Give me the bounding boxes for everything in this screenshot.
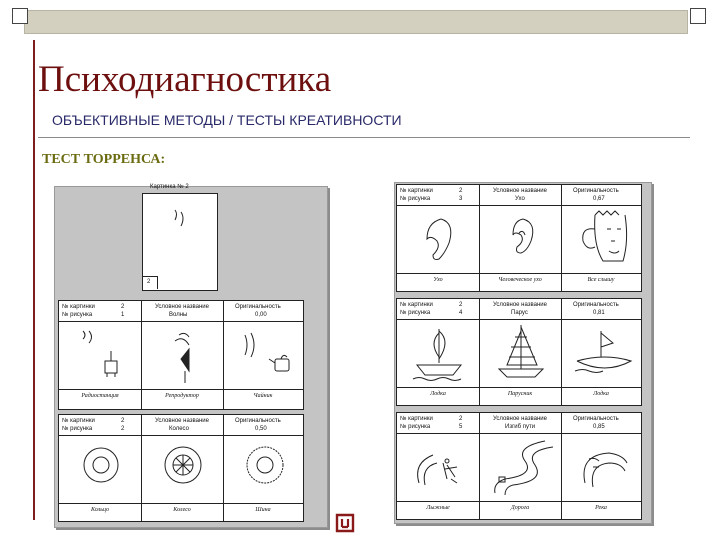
name-header: Условное название [155,418,209,424]
drawing-value: 1 [121,312,125,318]
bank-logo-icon [334,512,356,534]
boat-small-drawing-icon [573,325,635,381]
caption: Человеческое ухо [498,277,542,283]
left-accent-line [33,40,35,520]
ski-drawing-icon [411,439,467,497]
drawing-value: 5 [459,424,463,430]
right-row-1 [396,184,642,292]
drawing-label: № рисунка [400,196,431,202]
card-value: 2 [459,302,463,308]
drawing-label: № рисунка [62,312,93,318]
orig-header: Оригинальность [573,188,619,194]
right-row-3 [396,412,642,520]
boat-drawing-icon [411,325,467,383]
caption: Радиостанция [81,393,119,399]
stimulus-wave-icon [171,208,191,232]
card-value: 2 [121,418,125,424]
drawing-value: 2 [121,426,125,432]
river-drawing-icon [575,439,635,495]
orig-header: Оригинальность [573,302,619,308]
speaker-drawing-icon [155,329,209,383]
name-header: Условное название [493,302,547,308]
orig-value: 0,81 [593,310,605,316]
caption: Кольцо [90,507,110,513]
caption: Дорога [510,505,530,511]
left-row-2 [58,414,304,522]
card-value: 2 [121,304,125,310]
radio-drawing-icon [73,331,127,381]
drawing-label: № рисунка [62,426,93,432]
card-label: № картинки [400,302,433,308]
section-heading: ТЕСТ ТОРРЕНСА: [42,152,166,167]
caption: Колесо [173,507,191,513]
name-header: Условное название [155,304,209,310]
left-figure-header: Картинка № 2 [150,184,189,190]
page-subtitle: ОБЪЕКТИВНЫЕ МЕТОДЫ / ТЕСТЫ КРЕАТИВНОСТИ [52,112,402,128]
sailboat-drawing-icon [493,323,549,383]
card-label: № картинки [62,304,95,310]
name-value: Ухо [515,196,525,202]
name-value: Парус [511,310,528,316]
caption: Лодка [593,391,609,397]
card-label: № картинки [400,188,433,194]
caption: Шина [255,507,271,513]
ring-drawing-icon [79,443,123,487]
page-title: Психодиагностика [38,59,332,100]
name-header: Условное название [493,188,547,194]
orig-header: Оригинальность [235,304,281,310]
top-left-square [12,8,28,24]
caption: Чайник [253,393,273,399]
orig-value: 0,50 [255,426,267,432]
tire-drawing-icon [243,443,287,487]
orig-value: 0,85 [593,424,605,430]
name-value: Колесо [169,426,189,432]
orig-header: Оригинальность [235,418,281,424]
stimulus-card [142,193,218,291]
orig-value: 0,00 [255,312,267,318]
caption: Лыжные [426,505,450,511]
card-label: № картинки [400,416,433,422]
caption: Парусник [507,391,533,397]
card-value: 2 [459,416,463,422]
name-value: Волны [169,312,188,318]
drawing-label: № рисунка [400,424,431,430]
orig-value: 0,67 [593,196,605,202]
card-value: 2 [459,188,463,194]
ear-drawing-icon [421,215,455,265]
top-decor-bar [24,10,688,34]
human-ear-drawing-icon [505,215,539,259]
wheel-drawing-icon [161,443,205,487]
top-right-square [690,8,706,24]
road-drawing-icon [491,437,555,497]
title-divider [38,137,690,138]
kettle-drawing-icon [237,329,297,383]
left-row-1 [58,300,304,410]
caption: Репродуктор [165,393,199,399]
caption: Лодка [430,391,446,397]
name-value: Изгиб пути [505,424,536,430]
orig-header: Оригинальность [573,416,619,422]
drawing-value: 4 [459,310,463,316]
stimulus-frame-number: 2 [147,279,151,285]
face-drawing-icon [577,209,633,269]
drawing-value: 3 [459,196,463,202]
caption: Ухо [433,277,443,283]
caption: Все слышу [587,277,615,283]
drawing-label: № рисунка [400,310,431,316]
right-row-2 [396,298,642,406]
caption: Река [595,505,607,511]
name-header: Условное название [493,416,547,422]
card-label: № картинки [62,418,95,424]
